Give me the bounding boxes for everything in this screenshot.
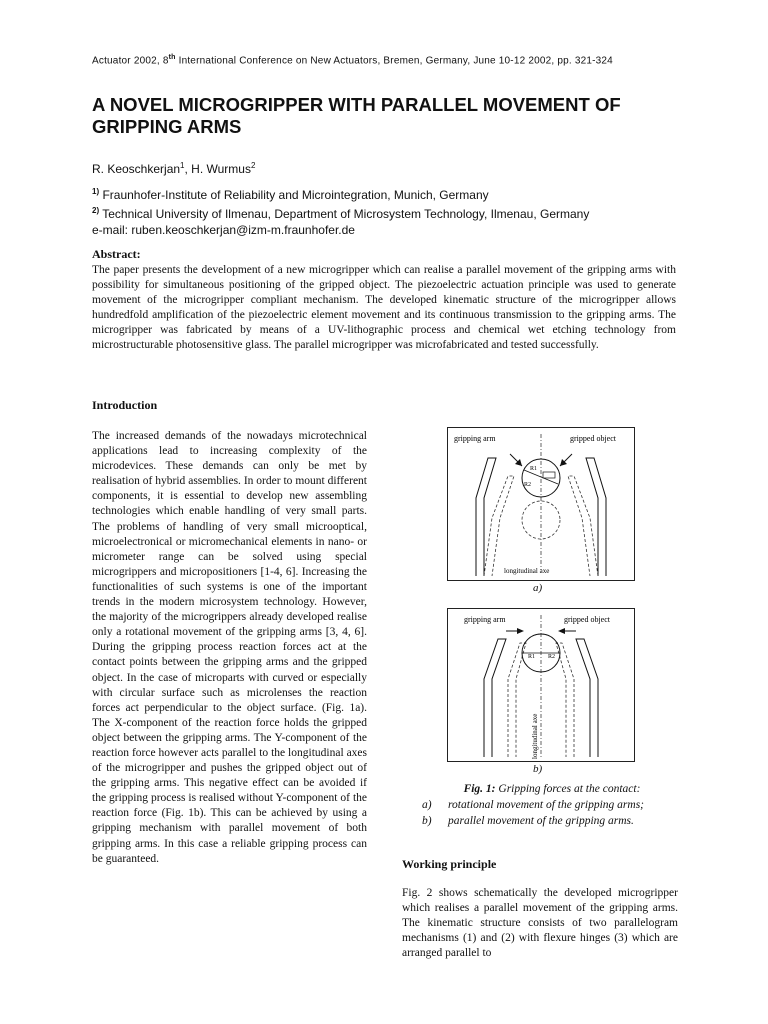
caption-item-b (422, 813, 682, 829)
force-left-head (517, 628, 524, 634)
right-arm (576, 639, 598, 757)
label-longitudinal-axe: longitudinal axe (504, 567, 550, 575)
running-header (92, 54, 613, 66)
label-gripped-object: gripped object (570, 434, 616, 443)
author-1: R. Keoschkerjan (92, 162, 181, 176)
authors (92, 161, 255, 176)
left-arm (476, 458, 496, 576)
affiliation-2-text: Technical University of Ilmenau, Department of Microsystem Technology, Ilmenau, Germany (99, 207, 590, 221)
figure-1-caption (422, 781, 682, 829)
label-longitudinal-axe: longitudinal axe (531, 713, 539, 759)
left-arm (484, 639, 506, 757)
right-arm-rotated (568, 476, 598, 576)
label-r1: R1 (528, 654, 536, 660)
caption-item-a-text: rotational movement of the gripping arms; (448, 799, 645, 811)
figure-1a-drawing (448, 428, 634, 580)
email: e-mail: ruben.keoschkerjan@izm-m.fraunhofer.de (92, 223, 355, 237)
left-arm-rotated (484, 476, 514, 576)
abstract-section (92, 247, 676, 353)
affiliation-1-mark: 1) (92, 187, 100, 196)
author-2-sup: 2 (250, 161, 256, 170)
affiliations (92, 184, 589, 238)
label-gripping-arm: gripping arm (464, 615, 506, 624)
affiliation-1 (92, 184, 589, 203)
caption-item-b-key: b) (422, 815, 432, 827)
figure-1b (447, 608, 635, 762)
contact-box (543, 472, 555, 478)
author-2: , H. Wurmus (184, 162, 251, 176)
header-suffix: International Conference on New Actuators, Bremen, Germany, June 10-12 2002, pp. 321-324 (175, 55, 613, 67)
abstract-heading: Abstract: (92, 247, 141, 261)
caption-item-b-text: parallel movement of the gripping arms. (448, 815, 634, 827)
figure-1b-label: b) (533, 763, 543, 775)
header-sup: th (168, 54, 176, 61)
force-right-head (558, 628, 565, 634)
caption-item-a-key: a) (422, 799, 432, 811)
author-1-sup: 1 (180, 161, 185, 170)
introduction-body: The increased demands of the nowadays microtechnical applications lead to increasing complexity of the microdevices. These demands can only be met by realisation of hybrid assemblies. In order to mount different components, it is essential to develop new assembling technologies which enable handling of very small parts. The problems of handling of very small microoptical, microelectronical or micromechanical elements in nano- or micrometer range can be solved using special microgrippers and micropositioners [1-4, 6]. Increasing the functionalities of such systems is one of the important trends in the modern microsystem technology. However, the majority of the microgrippers already developed realise only a rotational movement of the gripping arms [3, 4, 6]. During the gripping process reaction forces act at the contact points between the gripping arms and the gripped object. In the case of microparts with curved or especially with circular surface such as microlenses the reaction forces act perpendicular to the object surface. (Fig. 1a). The X-component of the reaction force holds the gripped object between the gripping arms. The Y-component of the reaction force however acts parallel to the longitudinal axes of the microgripper and pushes the gripped object out of the gripping arms. This negative effect can be avoided if the gripping process is realised without Y-component of the reaction force (Fig. 1b). This can be achieved by using a gripping mechanism with parallel movement of both gripping arms. In this case a reliable gripping process can be guaranteed. (92, 430, 367, 865)
figure-1b-drawing (448, 609, 634, 761)
affiliation-1-text: Fraunhofer-Institute of Reliability and Microintegration, Munich, Germany (99, 188, 489, 202)
header-prefix: Actuator 2002, 8 (92, 55, 169, 67)
paper-title: A NOVEL MICROGRIPPER WITH PARALLEL MOVEMENT OF GRIPPING ARMS (92, 94, 621, 137)
caption-item-a (422, 797, 682, 813)
label-r2: R2 (548, 654, 556, 660)
working-principle-heading: Working principle (402, 857, 497, 871)
introduction-heading: Introduction (92, 398, 158, 412)
affiliation-2 (92, 203, 589, 222)
label-gripped-object: gripped object (564, 615, 610, 624)
figure-1a (447, 427, 635, 581)
working-principle-body: Fig. 2 shows schematically the developed microgripper which realises a parallel movement of the gripping arms. The kinematic structure consists of two parallelogram mechanisms (1) and (2) with flexure hinges (3) which are arranged parallel to (402, 887, 678, 960)
caption-title (422, 781, 682, 797)
caption-fig-label: Fig. 1: (463, 783, 496, 795)
right-arm (586, 458, 606, 576)
label-r2: R2 (524, 482, 532, 488)
affiliation-2-mark: 2) (92, 206, 100, 215)
abstract-body: The paper presents the development of a new microgripper which can realise a parallel movement of the gripping arms with possibility for simultaneous positioning of the gripped object. The piezoelectric actuation principle was used to generate movement of the microgripper compliant mechanism. The developed kinematic structure of the microgripper allows hundredfold amplification of the piezoelectric element movement and its continuous transmission to the gripping arms. The microgripper was fabricated by means of a UV-lithographic process and chemical wet etching technology from microstructurable photosensitive glass. The parallel microgripper was microfabricated and tested successfully. (92, 264, 676, 351)
caption-fig-title: Gripping forces at the contact: (495, 783, 641, 795)
figure-1a-label: a) (533, 582, 543, 594)
label-gripping-arm: gripping arm (454, 434, 496, 443)
label-r1: R1 (530, 466, 538, 472)
